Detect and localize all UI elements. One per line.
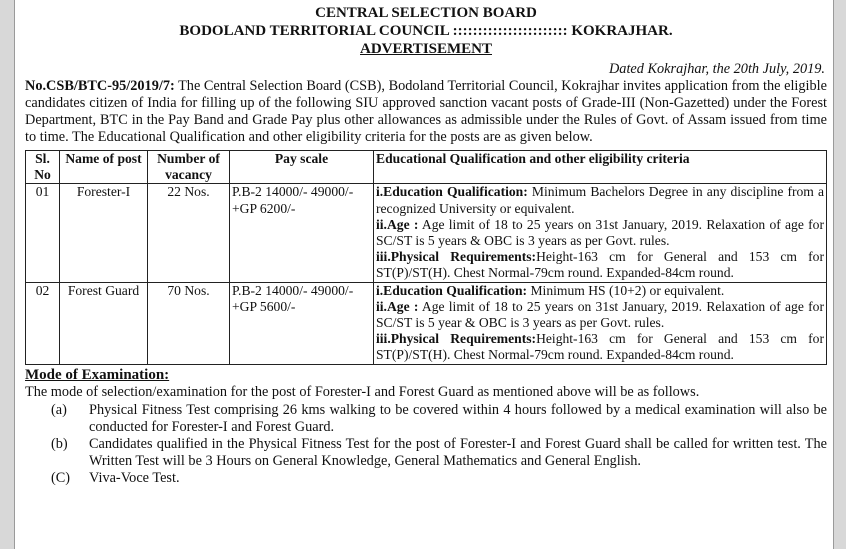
education-text: Minimum Bachelors Degree in any discipline from a recognized University or equivalent. [376,184,825,216]
row-sl: 01 [26,184,60,282]
row-vacancy: 70 Nos. [148,282,230,364]
education-label: i.Education Qualification: [376,282,528,298]
row-criteria [374,184,827,282]
age-label: ii.Age : [376,216,419,232]
board-title: CENTRAL SELECTION BOARD [315,5,537,21]
list-item-text: Viva-Voce Test. [89,469,180,486]
row-vacancy: 22 Nos. [148,184,230,282]
list-item [25,470,827,487]
reference-number: No.CSB/BTC-95/2019/7: [25,78,175,94]
mode-of-examination-heading: Mode of Examination: [25,366,170,383]
table-row [26,184,827,282]
list-item-text: Physical Fitness Test comprising 26 kms walking to be covered within 4 hours followed by a medical examination will also be conducted for Forester-I and Forest Guard. [89,401,827,435]
intro-paragraph [25,78,827,146]
mode-list [25,402,827,487]
header-sl-no: Sl. No [26,151,60,184]
physical-text: Height-163 cm for General and 153 cm for ST(P)/ST(H). Chest Normal-79cm round. Expanded-84cm round. [376,249,825,281]
education-text: Minimum HS (10+2) or equivalent. [527,282,725,298]
intro-text: The Central Selection Board (CSB), Bodoland Territorial Council, Kokrajhar invites application from the eligible candidates citizen of India for filling up of the following SIU approved sanction vacant posts of Grade-III (Non-Gazetted) under the Forest Department, BTC in the Pay Band and Grade Pay plus other allowances as admissible under the Rules of Govt. of Assam issued from time to time. The Educational Qualification and other eligibility criteria for the posts are as given below. [25,78,827,145]
list-item [25,436,827,470]
row-post-name: Forester-I [60,184,148,282]
header-pay-scale: Pay scale [230,151,374,184]
row-criteria [374,282,827,364]
council-title: BODOLAND TERRITORIAL COUNCIL ::::::::::::::::::::::: KOKRAJHAR. [179,23,673,39]
age-label: ii.Age : [376,298,419,314]
table-header-row [26,151,827,184]
physical-text: Height-163 cm for General and 153 cm for ST(P)/ST(H). Chest Normal-79cm round. Expanded-84cm round. [376,331,825,363]
list-item [25,402,827,436]
list-item-text: Candidates qualified in the Physical Fitness Test for the post of Forester-I and Forest Guard shall be called for written test. The Written Test will be 3 Hours on General Knowledge, General Mathematics and General English. [89,435,827,469]
row-sl: 02 [26,282,60,364]
physical-label: iii.Physical Requirements: [376,249,537,265]
advertisement-heading: ADVERTISEMENT [360,41,492,57]
window-right-edge [833,0,846,549]
age-criterion [376,299,824,331]
physical-criterion [376,331,824,363]
age-criterion [376,217,824,249]
row-post-name: Forest Guard [60,282,148,364]
posts-table [25,150,827,365]
list-item-label: (C) [51,469,71,486]
advertisement-document [25,0,827,549]
education-label: i.Education Qualification: [376,184,528,200]
row-pay-scale: P.B-2 14000/- 49000/- +GP 5600/- [230,282,374,364]
age-text: Age limit of 18 to 25 years on 31st January, 2019. Relaxation of age for SC/ST is 5 years & OBC is 3 years as per Govt. rules. [376,216,824,249]
physical-criterion [376,249,824,281]
dated-line: Dated Kokrajhar, the 20th July, 2019. [608,61,825,77]
education-criterion [376,283,824,299]
age-text: Age limit of 18 to 25 years on 31st January, 2019. Relaxation of age for SC/ST is 5 year & OBC is 3 years as per Govt. rules. [376,298,824,331]
list-item-label: (b) [51,435,68,452]
physical-label: iii.Physical Requirements: [376,331,537,347]
header-name-of-post: Name of post [60,151,148,184]
list-item-label: (a) [51,401,67,418]
header-number-of-vacancy: Number of vacancy [148,151,230,184]
mode-intro: The mode of selection/examination for the post of Forester-I and Forest Guard as mentioned above will be as follows. [25,383,700,400]
header-criteria: Educational Qualification and other eligibility criteria [374,151,827,184]
education-criterion [376,184,824,216]
table-row [26,282,827,364]
window-left-edge [0,0,15,549]
row-pay-scale: P.B-2 14000/- 49000/- +GP 6200/- [230,184,374,282]
